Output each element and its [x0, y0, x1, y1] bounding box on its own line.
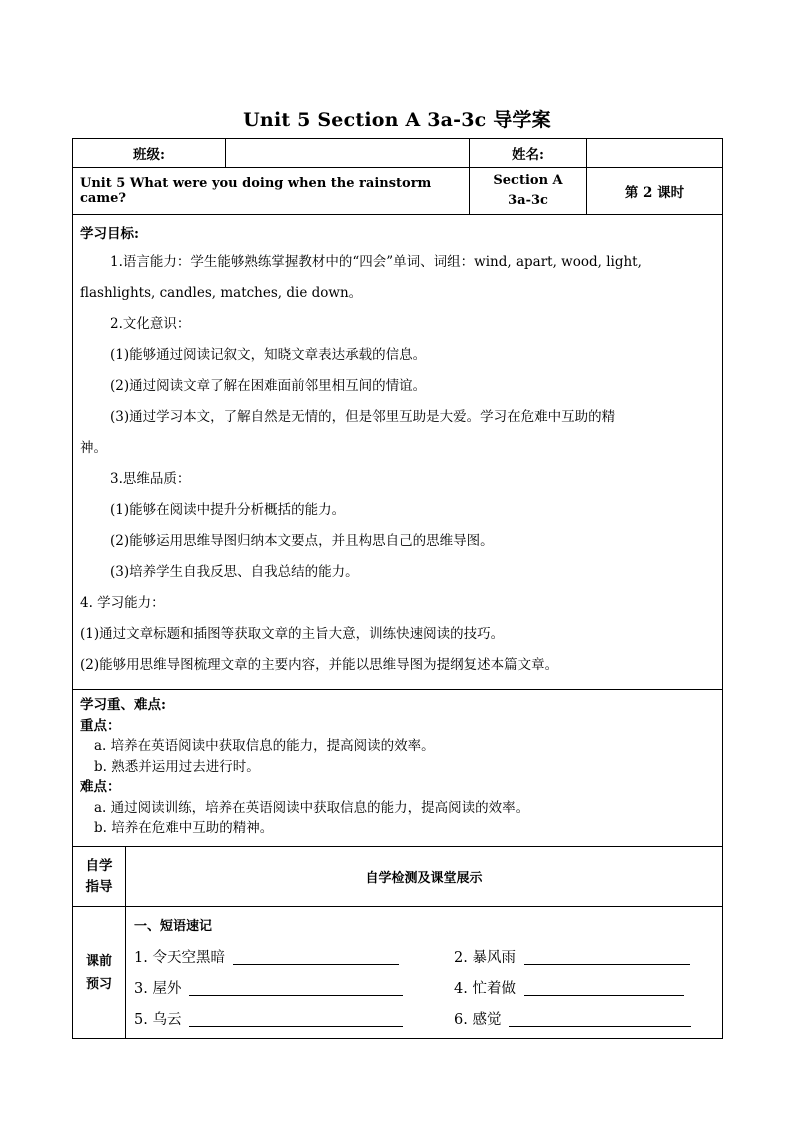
objective-line: (1)能够在阅读中提升分析概括的能力。	[110, 502, 346, 518]
exercise-prompt: 1. 令天空黑暗	[134, 950, 225, 966]
answer-blank[interactable]	[509, 1010, 691, 1027]
objective-line: 3.思维品质：	[110, 471, 191, 487]
exercise-prompt: 5. 乌云	[134, 1012, 182, 1028]
objective-line: (2)通过阅读文章了解在困难面前邻里相互间的情谊。	[110, 378, 427, 394]
lesson-label: 第 2 课时	[587, 168, 723, 215]
class-field[interactable]	[226, 139, 470, 168]
objective-line: 1.语言能力：学生能够熟练掌握教材中的“四会”单词、词组：wind, apart, wood, light,	[110, 254, 642, 270]
answer-blank[interactable]	[524, 948, 690, 965]
key-points-cell	[73, 690, 723, 847]
exercise-item	[454, 946, 690, 967]
preview-label-1: 课前	[85, 953, 112, 969]
answer-blank[interactable]	[233, 948, 399, 965]
exercise-row	[134, 972, 712, 1003]
objective-line: (1)通过文章标题和插图等获取文章的主旨大意，训练快速阅读的技巧。	[80, 626, 505, 642]
objectives-cell	[73, 215, 723, 690]
guide-label-1: 自学	[85, 857, 113, 874]
exercise-prompt: 2. 暴风雨	[454, 950, 516, 966]
exercise-item	[454, 1008, 691, 1029]
exercise-prompt: 4. 忙着做	[454, 981, 516, 997]
objectives-row	[73, 215, 723, 690]
objective-line: (2)能够用思维导图梳理文章的主要内容，并能以思维导图为提纲复述本篇文章。	[80, 657, 559, 673]
difficulty-label: 难点：	[80, 779, 121, 795]
page-title: Unit 5 Section A 3a-3c 导学案	[243, 109, 551, 131]
objective-line: (3)通过学习本文，了解自然是无情的，但是邻里互助是大爱。学习在危难中互助的精	[110, 409, 616, 425]
objectives-heading: 学习目标:	[80, 226, 139, 242]
section-cell	[470, 168, 587, 215]
exercise-item	[134, 1008, 454, 1029]
preview-cell	[126, 907, 723, 1039]
exercise-item	[134, 946, 454, 967]
focus-item: a. 培养在英语阅读中获取信息的能力，提高阅读的效率。	[94, 738, 435, 754]
key-points-row	[73, 690, 723, 847]
name-field[interactable]	[587, 139, 723, 168]
guide-title: 自学检测及课堂展示	[126, 847, 723, 907]
preview-row	[73, 907, 723, 1039]
objective-line: (2)能够运用思维导图归纳本文要点，并且构思自己的思维导图。	[110, 533, 494, 549]
focus-item: b. 熟悉并运用过去进行时。	[94, 758, 260, 775]
objective-line: 神。	[80, 440, 107, 456]
name-label: 姓名:	[470, 139, 587, 168]
phrase-section-title: 一、短语速记	[134, 919, 213, 934]
answer-blank[interactable]	[189, 1010, 403, 1027]
objective-line: 2.文化意识：	[110, 316, 191, 332]
study-guide-table	[72, 138, 723, 1039]
unit-title: Unit 5 What were you doing when the rainstorm came?	[73, 168, 470, 215]
section-line-2: 3a-3c	[508, 193, 548, 208]
answer-blank[interactable]	[189, 979, 403, 996]
guide-label-2: 指导	[85, 878, 113, 895]
exercise-row	[134, 941, 712, 972]
objective-line: (1)能够通过阅读记叙文，知晓文章表达承载的信息。	[110, 347, 427, 363]
objective-line: flashlights, candles, matches, die down。	[80, 285, 363, 301]
preview-left-cell	[73, 907, 126, 1039]
section-line-1: Section A	[493, 173, 563, 188]
objective-line: (3)培养学生自我反思、自我总结的能力。	[110, 564, 359, 580]
header-row-unit	[73, 168, 723, 215]
key-points-heading: 学习重、难点:	[80, 697, 166, 713]
objective-line: 4. 学习能力：	[80, 595, 165, 611]
exercise-prompt: 3. 屋外	[134, 981, 182, 997]
exercise-prompt: 6. 感觉	[454, 1012, 502, 1028]
exercise-row	[134, 1003, 712, 1034]
answer-blank[interactable]	[524, 979, 684, 996]
difficulty-item: b. 培养在危难中互助的精神。	[94, 820, 274, 836]
focus-label: 重点：	[80, 717, 121, 734]
preview-label-2: 预习	[85, 976, 112, 992]
exercise-item	[454, 977, 684, 998]
difficulty-item: a. 通过阅读训练，培养在英语阅读中获取信息的能力，提高阅读的效率。	[94, 799, 530, 816]
header-row-class-name	[73, 139, 723, 168]
guide-row	[73, 847, 723, 907]
class-label: 班级:	[73, 139, 226, 168]
guide-left-cell	[73, 847, 126, 907]
exercise-item	[134, 977, 454, 998]
